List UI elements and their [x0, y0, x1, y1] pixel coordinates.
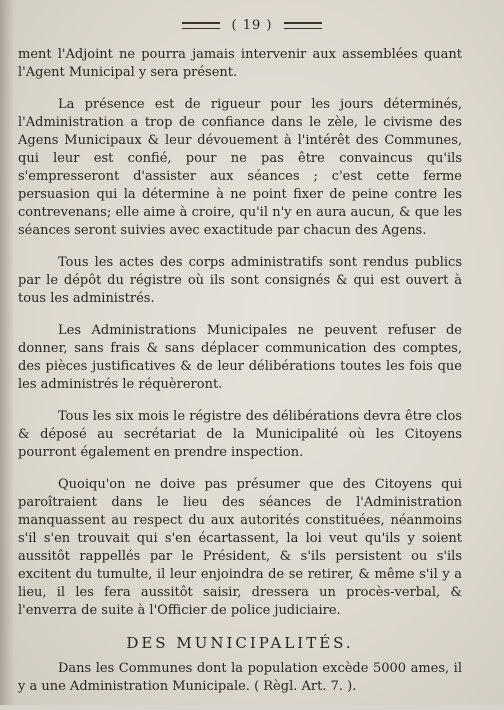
paragraph-order: Quoiqu'on ne doive pas présumer que des Citoyens qui paroîtraient dans le lieu des séances de l'Administration manquassent au respect du aux autorités constituées, néanmoins s'il s'en trouvait qui s'en écartassent, la loi veut qu'ils y soient aussitôt rappellés par le Président, & s'ils persistent ou s'ils excitent du tumulte, il leur enjoindra de se retirer, & même s'il y a lieu, il les fera aussitôt saisir, dressera un procès-verbal, & l'enverra de suite à l'Officier de police judiciaire.	[18, 477, 462, 618]
header-rule-left	[182, 22, 220, 29]
paragraph-communication: Les Administrations Municipales ne peuvent refuser de donner, sans frais & sans déplacer communication des comptes, des pièces justificatives & de leur délibérations toutes les fois que les administrés le réquèreront.	[18, 323, 462, 392]
paragraph-presence: La présence est de rigueur pour les jours déterminés, l'Administration a trop de confiance dans le zèle, le civisme des Agens Municipaux & leur dévouement à l'intérêt des Communes, qui leur est confié, pour ne pas être convaincus qu'ils s'empresseront d'assister aux séances ; c'est cette ferme persuasion qui la détermine à ne point fixer de peine contre les contrevenans; elle aime à croire, qu'il n'y en aura aucun, & que les séances seront suivies avec exactitude par chacun des Agens.	[18, 97, 462, 238]
page-gutter-shadow	[0, 0, 14, 705]
body-text	[18, 46, 462, 710]
section-heading: DES MUNICIPALITÉS.	[126, 634, 354, 652]
header-rule-right	[284, 22, 322, 29]
paragraph-continuation: ment l'Adjoint ne pourra jamais intervenir aux assemblées quant l'Agent Municipal y sera présent.	[18, 47, 462, 80]
page-number: ( 19 )	[231, 18, 273, 33]
page-header	[0, 18, 504, 33]
paragraph-register: Tous les six mois le régistre des délibérations devra être clos & déposé au secrétariat de la Municipalité où les Citoyens pourront également en prendre inspection.	[18, 409, 462, 460]
paragraph-public-acts: Tous les actes des corps administratifs sont rendus publics par le dépôt du régistre où ils sont consignés & qui est ouvert à tous les administrés.	[18, 255, 462, 306]
paragraph-municipalities: Dans les Communes dont la population excède 5000 ames, il y a une Administration Municipale. ( Règl. Art. 7. ).	[18, 661, 462, 694]
